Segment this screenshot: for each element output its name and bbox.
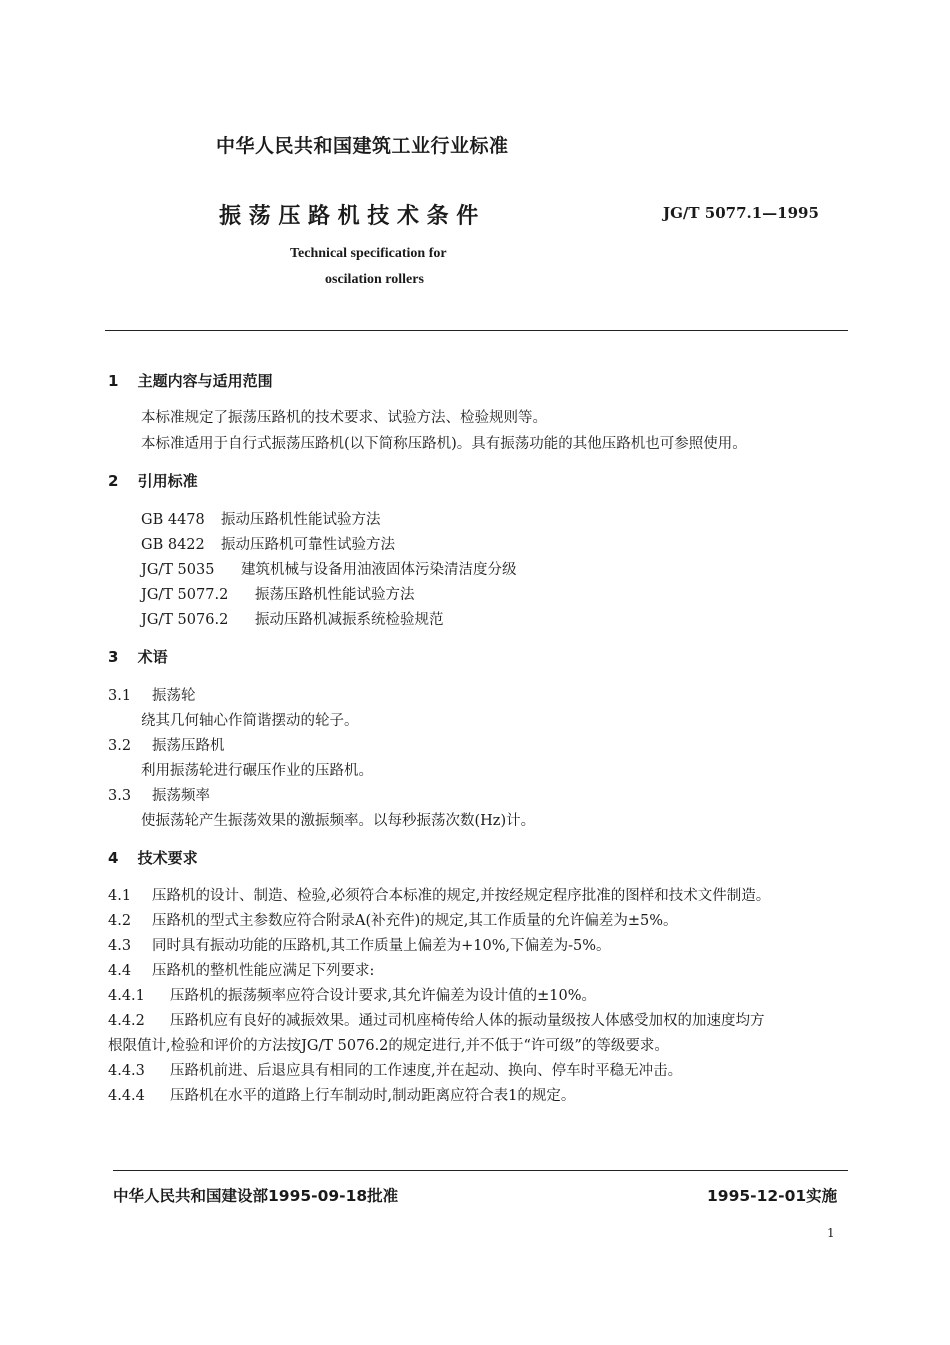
requirement-item [108,984,596,1005]
clause-number: 4.4.1 [108,988,145,1004]
document-title-en-line1: Technical specification for [290,246,447,261]
term-name: 振荡频率 [152,788,210,804]
clause-text: 压路机应有良好的减振效果。通过司机座椅传给人体的振动量级按人体感受加权的加速度均方 [170,1013,765,1029]
term-definition: 利用振荡轮进行碾压作业的压路机。 [141,763,373,779]
clause-text: 压路机的振荡频率应符合设计要求,其允许偏差为设计值的±10%。 [170,988,596,1004]
requirement-item [108,884,770,905]
issuer-title: 中华人民共和国建筑工业行业标准 [216,135,509,157]
requirement-item [108,909,678,930]
clause-text: 同时具有振动功能的压路机,其工作质量上偏差为+10%,下偏差为-5%。 [152,938,611,954]
clause-number: 4.4.3 [108,1063,145,1079]
reference-code: GB 8422 [141,537,205,553]
term-definition: 使振荡轮产生振荡效果的激振频率。以每秒振荡次数(Hz)计。 [141,813,536,829]
term-name: 振荡轮 [152,688,196,704]
document-title-cn: 振 荡 压 路 机 技 术 条 件 [219,204,479,229]
standard-code: JG/T 5077.1—1995 [663,204,819,222]
section-1-heading [108,370,273,391]
reference-name: 振动压路机可靠性试验方法 [221,537,395,553]
footer-divider [113,1170,848,1171]
clause-number: 4.4.2 [108,1013,145,1029]
reference-name: 建筑机械与设备用油液固体污染清洁度分级 [241,562,517,578]
section-2-heading [108,470,198,491]
clause-number: 4.4.4 [108,1088,145,1104]
requirement-item [108,1084,575,1105]
requirement-item [108,1009,765,1030]
clause-number: 4.2 [108,913,132,929]
reference-name: 振动压路机减振系统检验规范 [255,612,444,628]
reference-item [141,583,415,604]
clause-text: 压路机的设计、制造、检验,必须符合本标准的规定,并按经规定程序批准的图样和技术文件制造。 [152,888,771,904]
requirement-item [108,1059,682,1080]
effective-date: 1995-12-01实施 [707,1187,838,1205]
term-name: 振荡压路机 [152,738,225,754]
reference-item [141,608,444,629]
requirement-item-continuation: 根限值计,检验和评价的方法按JG/T 5076.2的规定进行,并不低于“许可级”的等级要求。 [108,1038,669,1054]
clause-number: 4.4 [108,963,132,979]
reference-name: 振动压路机性能试验方法 [221,512,381,528]
term-heading [108,684,196,705]
reference-code: JG/T 5035 [141,562,215,578]
section-title: 术语 [137,648,168,666]
reference-item [141,508,381,529]
header-divider [105,330,848,331]
term-heading [108,734,225,755]
term-definition: 绕其几何轴心作简谐摆动的轮子。 [141,713,359,729]
reference-item [141,533,395,554]
clause-text: 压路机的型式主参数应符合附录A(补充件)的规定,其工作质量的允许偏差为±5%。 [152,913,678,929]
clause-number: 4.1 [108,888,132,904]
term-number: 3.2 [108,738,132,754]
reference-code: GB 4478 [141,512,205,528]
term-heading [108,784,210,805]
clause-number: 4.3 [108,938,132,954]
section-number: 1 [108,372,119,390]
section-title: 引用标准 [137,472,198,490]
section-4-heading [108,847,198,868]
section-number: 2 [108,472,119,490]
reference-code: JG/T 5077.2 [141,587,229,603]
section-3-heading [108,646,168,667]
clause-text: 压路机的整机性能应满足下列要求: [152,963,375,979]
section-title: 主题内容与适用范围 [137,372,273,390]
reference-item [141,558,517,579]
clause-text: 压路机前进、后退应具有相同的工作速度,并在起动、换向、停车时平稳无冲击。 [170,1063,683,1079]
reference-name: 振荡压路机性能试验方法 [255,587,415,603]
section-1-para-1: 本标准规定了振荡压路机的技术要求、试验方法、检验规则等。 [141,410,547,426]
term-number: 3.3 [108,788,132,804]
section-1-para-2: 本标准适用于自行式振荡压路机(以下简称压路机)。具有振荡功能的其他压路机也可参照使用。 [141,436,747,452]
requirement-item [108,959,374,980]
clause-text: 压路机在水平的道路上行车制动时,制动距离应符合表1的规定。 [170,1088,576,1104]
term-number: 3.1 [108,688,132,704]
section-number: 3 [108,648,119,666]
section-number: 4 [108,849,119,867]
reference-code: JG/T 5076.2 [141,612,229,628]
approval-line: 中华人民共和国建设部1995-09-18批准 [113,1187,399,1205]
requirement-item [108,934,611,955]
section-title: 技术要求 [137,849,198,867]
document-title-en-line2: oscilation rollers [325,272,424,287]
page-number: 1 [827,1226,835,1240]
